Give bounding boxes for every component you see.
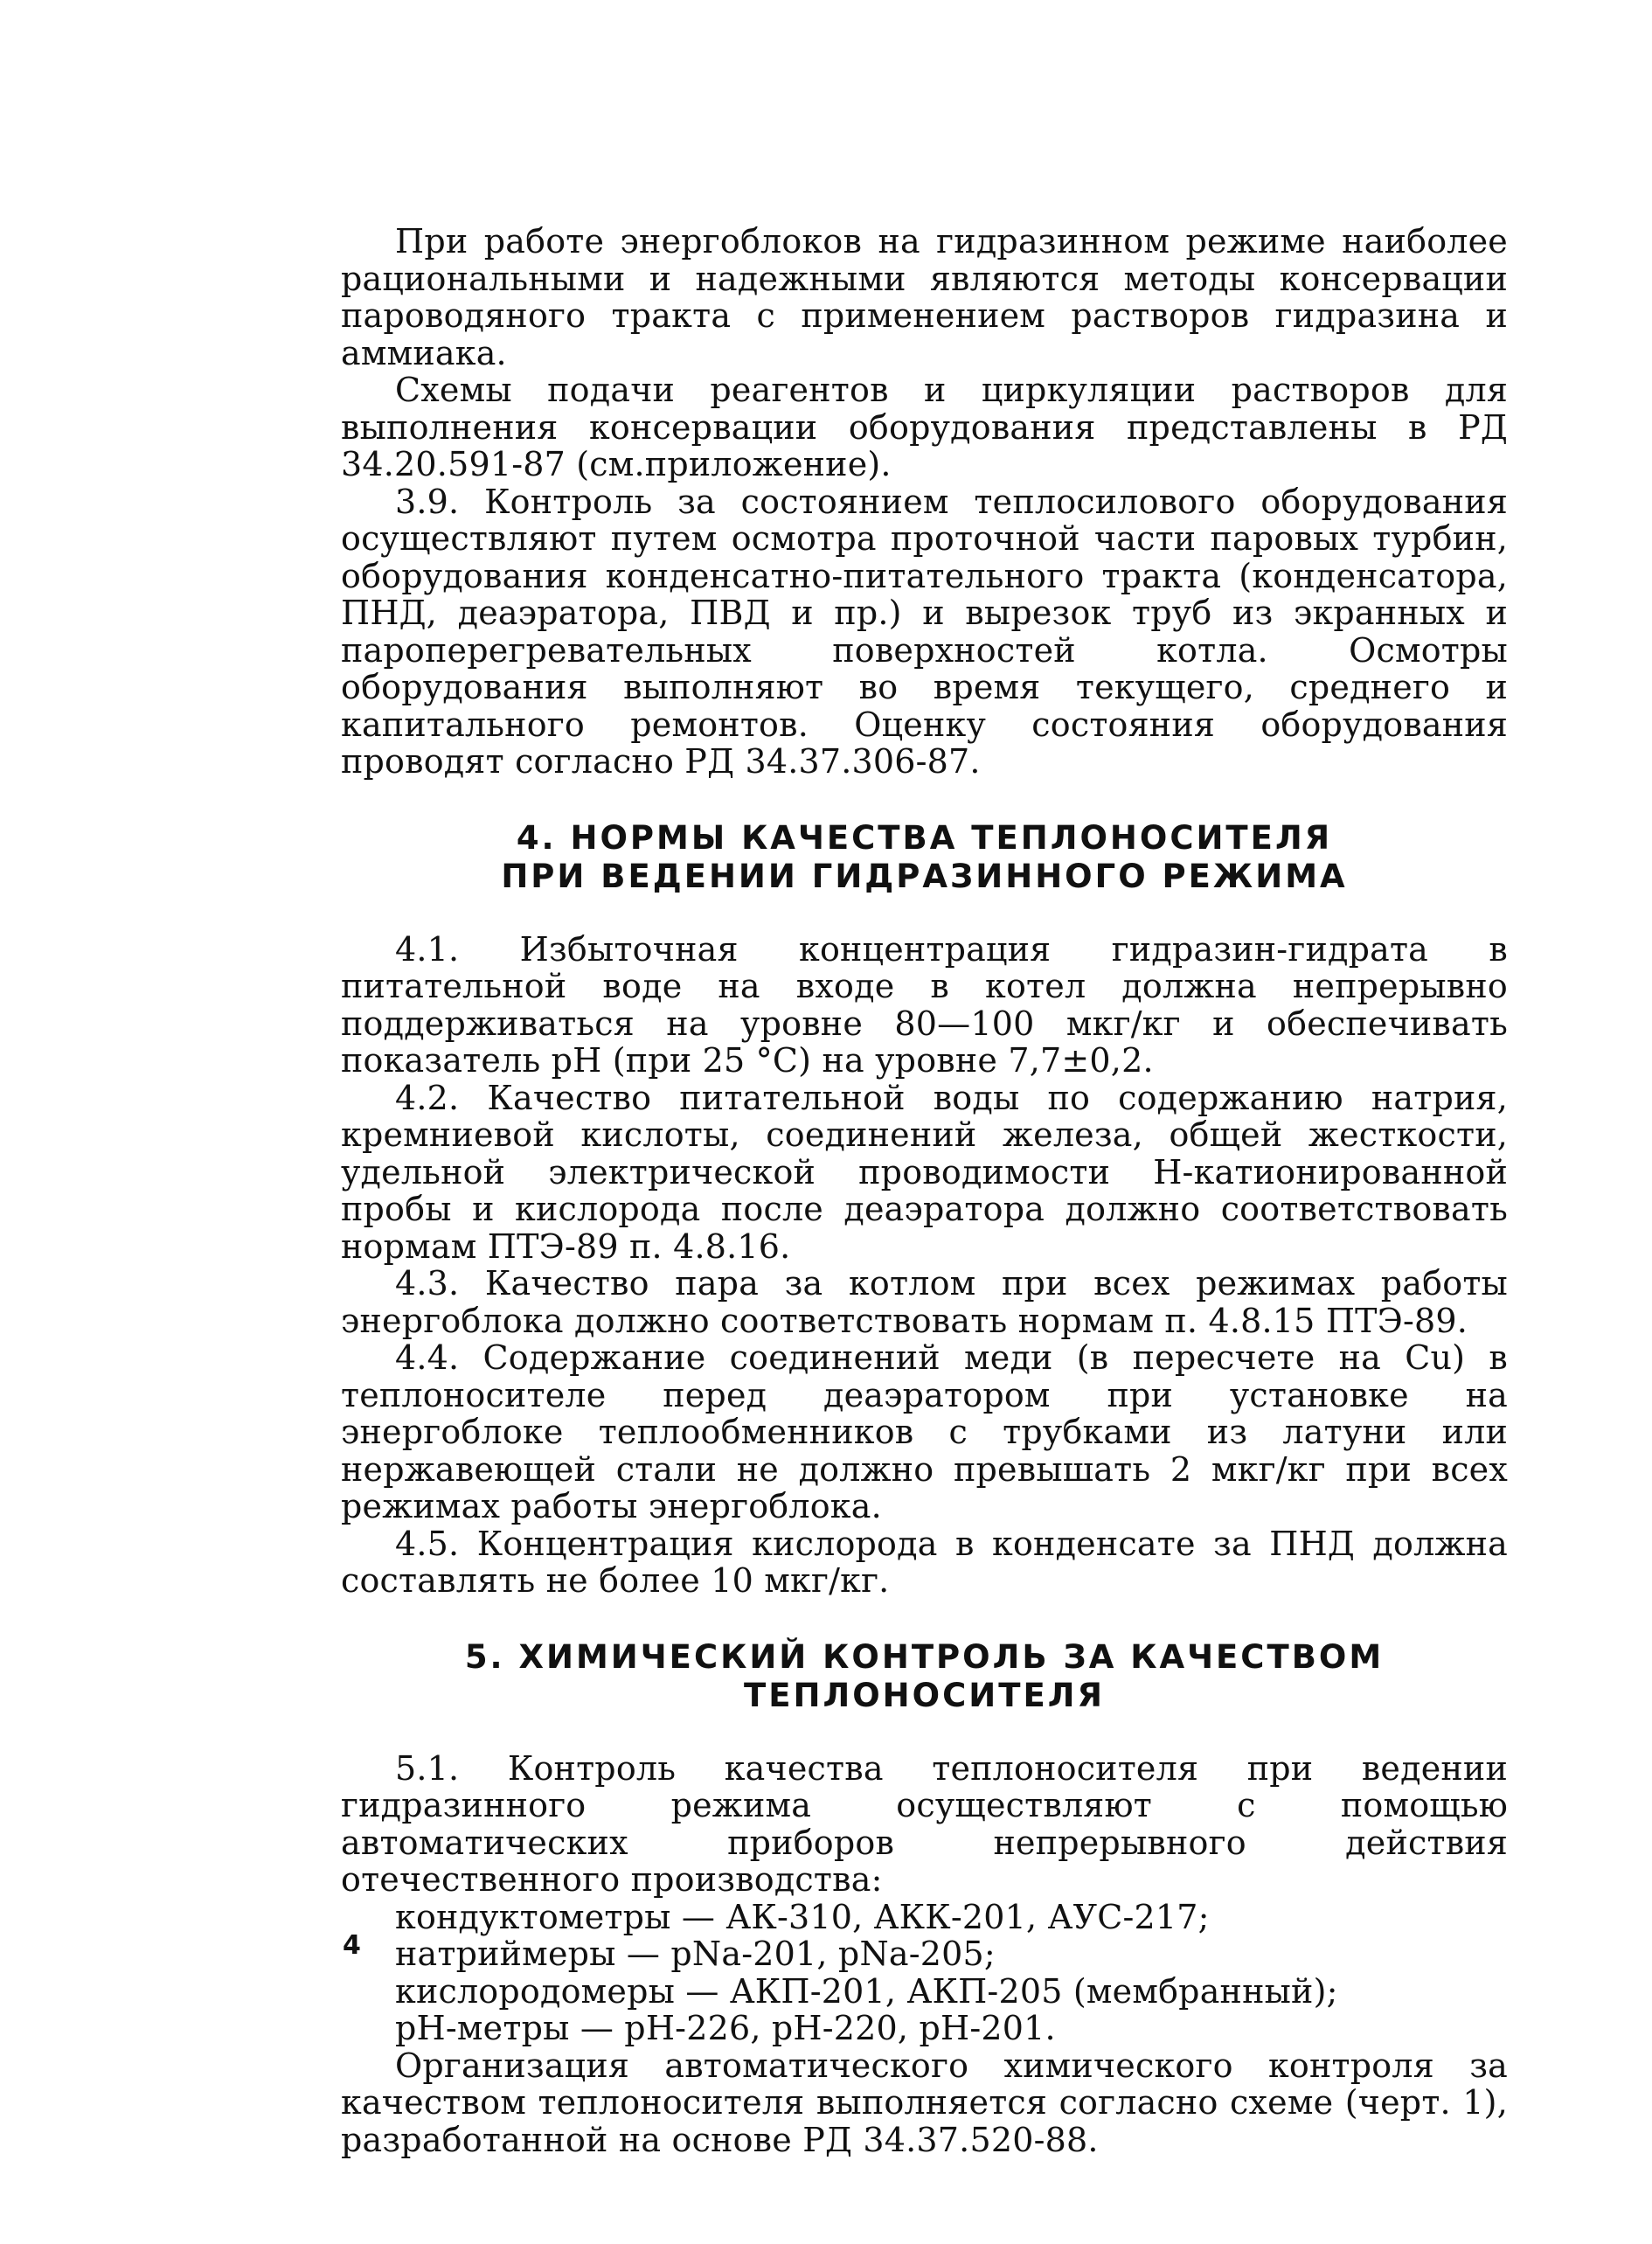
paragraph-4-4: 4.4. Содержание соединений меди (в пересчете на Cu) в теплоносителе перед деаэратором при установке на энергоблоке теплообменников с трубками из латуни или нержавеющей стали не должно превышать 2 мкг/кг при всех режимах работы энергоблока. <box>341 1338 1508 1525</box>
list-item: кислородомеры — АКП-201, АКП-205 (мембранный); <box>395 1971 1338 2011</box>
section-5-heading-line-2: ТЕПЛОНОСИТЕЛЯ <box>744 1676 1105 1714</box>
paragraph-hydrazine-conservation: При работе энергоблоков на гидразинном режиме наиболее рациональными и надежными являются методы консервации пароводяного тракта с применением растворов гидразина и аммиака. <box>341 222 1508 372</box>
list-item: натриймеры — pNa-201, pNa-205; <box>395 1935 996 1973</box>
paragraph-5-1: 5.1. Контроль качества теплоносителя при ведении гидразинного режима осуществляют с помощью автоматических приборов непрерывного действия отечественного производства: <box>341 1748 1508 1899</box>
list-item: кондуктометры — АК-310, АКК-201, АУС-217; <box>395 1897 1210 1936</box>
page-number: 4 <box>343 1930 361 1961</box>
section-4-heading-line-1: 4. НОРМЫ КАЧЕСТВА ТЕПЛОНОСИТЕЛЯ <box>516 818 1333 857</box>
section-5-heading <box>341 1638 1508 1715</box>
paragraph-4-5: 4.5. Концентрация кислорода в конденсате за ПНД должна составлять не более 10 мкг/кг. <box>341 1524 1508 1600</box>
paragraph-4-1: 4.1. Избыточная концентрация гидразин-гидрата в питательной воде на входе в котел должна непрерывно поддерживаться на уровне 80—100 мкг/кг и обеспечивать показатель pH (при 25 °С) на уровне 7,7±0,2. <box>341 929 1508 1080</box>
section-4-heading-line-2: ПРИ ВЕДЕНИИ ГИДРАЗИННОГО РЕЖИМА <box>501 857 1348 895</box>
paragraph-3-9: 3.9. Контроль за состоянием теплосилового оборудования осуществляют путем осмотра проточной части паровых турбин, оборудования конденсатно-питательного тракта (конденсатора, ПНД, деаэратора, ПВД и пр.) и вырезок труб из экранных и пароперегревательных поверхностей котла. Осмотры оборудования выполняют во время текущего, среднего и капитального ремонтов. Оценку состояния оборудования проводят согласно РД 34.37.306-87. <box>341 482 1508 781</box>
paragraph-4-2: 4.2. Качество питательной воды по содержанию натрия, кремниевой кислоты, соединений железа, общей жесткости, удельной электрической проводимости Н-катионированной пробы и кислорода после деаэратора должно соответствовать нормам ПТЭ-89 п. 4.8.16. <box>341 1078 1508 1266</box>
paragraph-5-2: Организация автоматического химического контроля за качеством теплоносителя выполняется согласно схеме (черт. 1), разработанной на основе РД 34.37.520-88. <box>341 2046 1508 2159</box>
section-5-heading-line-1: 5. ХИМИЧЕСКИЙ КОНТРОЛЬ ЗА КАЧЕСТВОМ <box>464 1637 1385 1676</box>
page-content <box>341 223 1508 2158</box>
paragraph-4-3: 4.3. Качество пара за котлом при всех режимах работы энергоблока должно соответствовать нормам п. 4.8.15 ПТЭ-89. <box>341 1264 1508 1340</box>
paragraph-reagent-schemes: Схемы подачи реагентов и циркуляции растворов для выполнения консервации оборудования представлены в РД 34.20.591-87 (см.приложение). <box>341 371 1508 483</box>
section-4-heading <box>341 819 1508 896</box>
instrument-list <box>341 1899 1508 2047</box>
list-item: pH-метры — pH-226, pH-220, pH-201. <box>395 2009 1056 2047</box>
